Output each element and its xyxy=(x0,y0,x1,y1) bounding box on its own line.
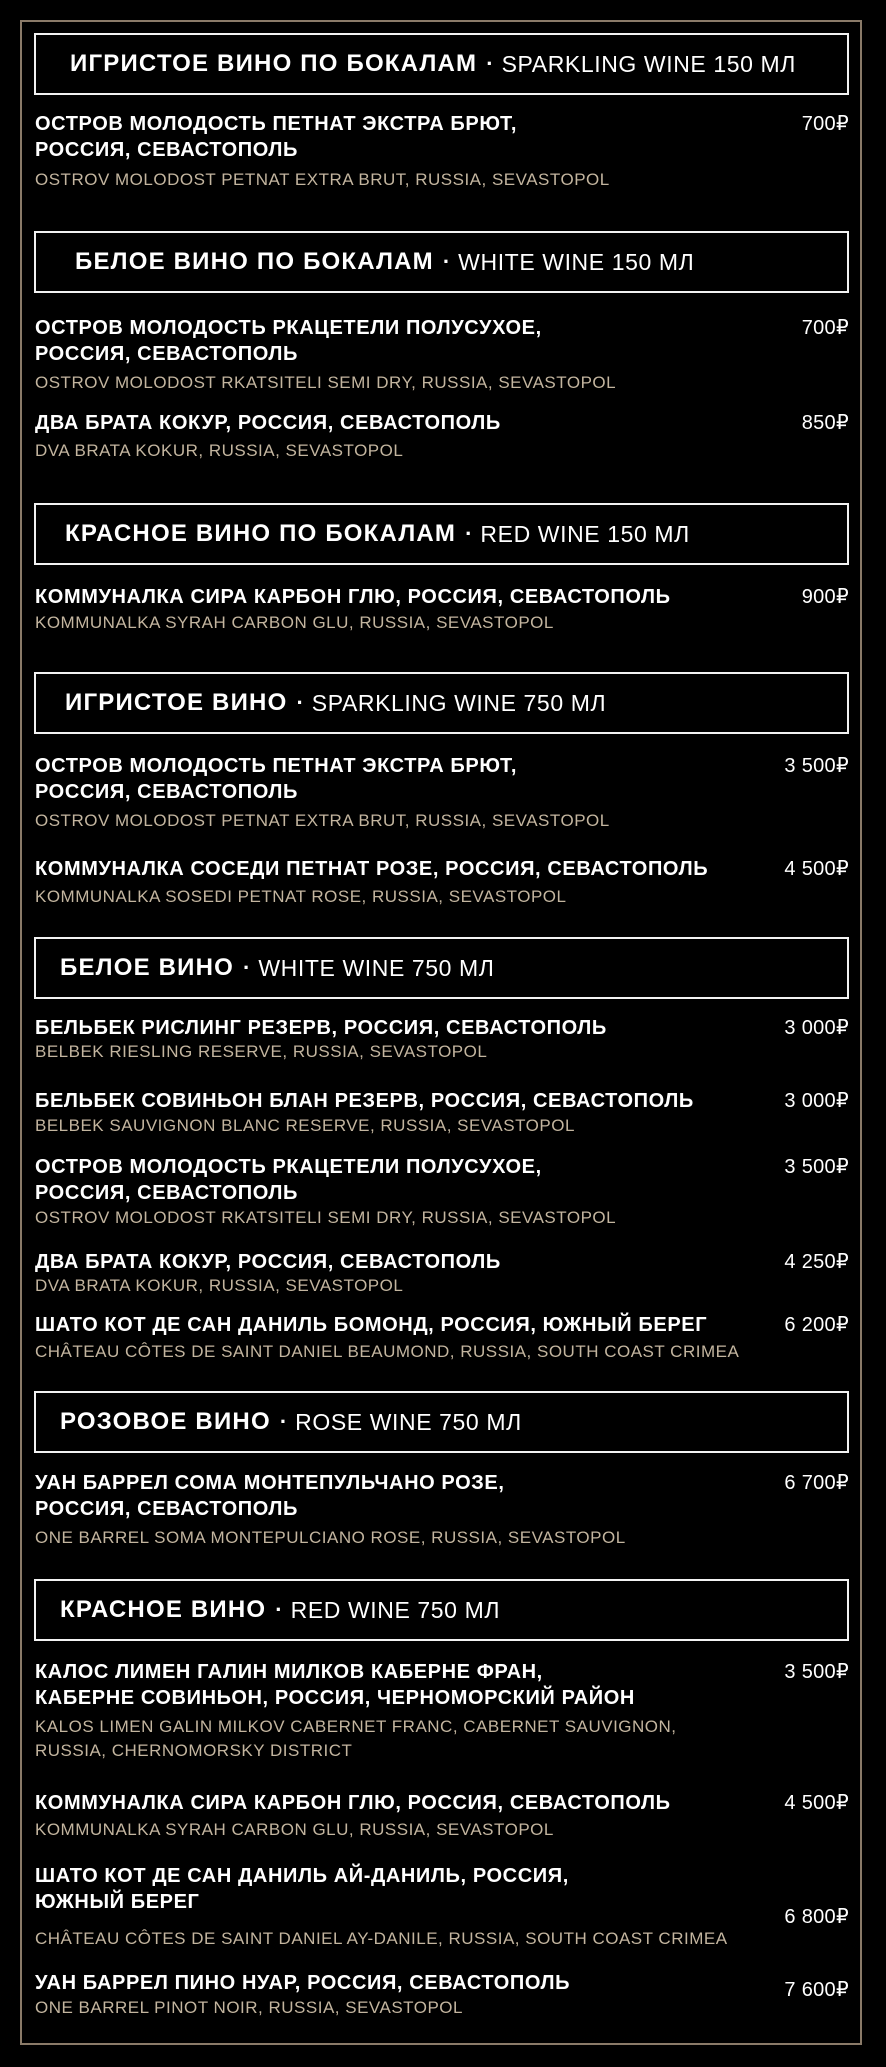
item-price: 3 500₽ xyxy=(784,755,849,777)
item-price: 4 250₽ xyxy=(784,1251,849,1273)
section-title-ru: КРАСНОЕ ВИНО xyxy=(60,1596,267,1623)
section-header-rose-bottle xyxy=(34,1391,849,1453)
item-subtitle: ONE BARREL PINOT NOIR, RUSSIA, SEVASTOPOL xyxy=(35,1998,463,2017)
section-header-sparkling-glass xyxy=(34,33,849,95)
item-subtitle: KOMMUNALKA SOSEDI PETNAT ROSE, RUSSIA, SEVASTOPOL xyxy=(35,887,567,906)
section-title-ru: ИГРИСТОЕ ВИНО ПО БОКАЛАМ xyxy=(70,50,478,77)
item-price: 3 000₽ xyxy=(784,1017,849,1039)
item-subtitle: OSTROV MOLODOST RKATSITELI SEMI DRY, RUSSIA, SEVASTOPOL xyxy=(35,373,617,392)
item-name-line: ОСТРОВ МОЛОДОСТЬ ПЕТНАТ ЭКСТРА БРЮТ, xyxy=(35,113,518,135)
separator-dot: · xyxy=(486,51,494,76)
item-name-line: БЕЛЬБЕК РИСЛИНГ РЕЗЕРВ, РОССИЯ, СЕВАСТОПОЛЬ xyxy=(35,1017,607,1039)
item-name-line: УАН БАРРЕЛ ПИНО НУАР, РОССИЯ, СЕВАСТОПОЛЬ xyxy=(35,1972,571,1994)
item-subtitle: OSTROV MOLODOST PETNAT EXTRA BRUT, RUSSIA, SEVASTOPOL xyxy=(35,170,610,189)
item-name-line: РОССИЯ, СЕВАСТОПОЛЬ xyxy=(35,781,299,803)
section-title-ru: РОЗОВОЕ ВИНО xyxy=(60,1408,271,1435)
item-price: 6 700₽ xyxy=(784,1472,849,1494)
item-name-line: УАН БАРРЕЛ СОМА МОНТЕПУЛЬЧАНО РОЗЕ, xyxy=(35,1472,505,1494)
item-name-line: ДВА БРАТА КОКУР, РОССИЯ, СЕВАСТОПОЛЬ xyxy=(35,412,501,434)
separator-dot: · xyxy=(275,1597,283,1622)
section-header-sparkling-bottle xyxy=(34,672,849,734)
item-price: 4 500₽ xyxy=(784,858,849,880)
section-title-en: ROSE WINE 750 МЛ xyxy=(295,1408,522,1435)
separator-dot: · xyxy=(442,249,451,274)
section-title-ru: БЕЛОЕ ВИНО ПО БОКАЛАМ xyxy=(75,248,434,275)
item-name-line: ОСТРОВ МОЛОДОСТЬ РКАЦЕТЕЛИ ПОЛУСУХОЕ, xyxy=(35,317,542,339)
item-price: 700₽ xyxy=(801,113,849,135)
item-name-line: КОММУНАЛКА СИРА КАРБОН ГЛЮ, РОССИЯ, СЕВАСТОПОЛЬ xyxy=(35,586,671,608)
item-name-line: РОССИЯ, СЕВАСТОПОЛЬ xyxy=(35,343,299,365)
separator-dot: · xyxy=(296,690,304,715)
separator-dot: · xyxy=(243,955,251,980)
item-price: 900₽ xyxy=(801,586,849,608)
item-name-line: ДВА БРАТА КОКУР, РОССИЯ, СЕВАСТОПОЛЬ xyxy=(35,1251,501,1273)
section-title-ru: БЕЛОЕ ВИНО xyxy=(60,954,235,981)
item-subtitle: DVA BRATA KOKUR, RUSSIA, SEVASTOPOL xyxy=(35,1276,404,1295)
item-subtitle: OSTROV MOLODOST RKATSITELI SEMI DRY, RUSSIA, SEVASTOPOL xyxy=(35,1208,617,1227)
section-title-en: WHITE WINE 750 МЛ xyxy=(258,954,495,981)
section-title-en: RED WINE 150 МЛ xyxy=(480,520,690,547)
item-name-line: ШАТО КОТ ДЕ САН ДАНИЛЬ АЙ-ДАНИЛЬ, РОССИЯ, xyxy=(35,1865,569,1887)
section-header-red-glass xyxy=(34,503,849,565)
item-name-line: КОММУНАЛКА СОСЕДИ ПЕТНАТ РОЗЕ, РОССИЯ, СЕВАСТОПОЛЬ xyxy=(35,858,709,880)
item-name-line: ОСТРОВ МОЛОДОСТЬ ПЕТНАТ ЭКСТРА БРЮТ, xyxy=(35,755,518,777)
item-subtitle: BELBEK RIESLING RESERVE, RUSSIA, SEVASTOPOL xyxy=(35,1042,488,1061)
item-name-line: КОММУНАЛКА СИРА КАРБОН ГЛЮ, РОССИЯ, СЕВАСТОПОЛЬ xyxy=(35,1792,671,1814)
item-price: 4 500₽ xyxy=(784,1792,849,1814)
section-title-en: SPARKLING WINE 150 МЛ xyxy=(501,50,796,77)
item-name-line: РОССИЯ, СЕВАСТОПОЛЬ xyxy=(35,1498,299,1520)
item-subtitle: KOMMUNALKA SYRAH CARBON GLU, RUSSIA, SEVASTOPOL xyxy=(35,1820,554,1839)
item-name-line: ШАТО КОТ ДЕ САН ДАНИЛЬ БОМОНД, РОССИЯ, ЮЖНЫЙ БЕРЕГ xyxy=(35,1314,708,1336)
section-title-en: RED WINE 750 МЛ xyxy=(290,1596,501,1623)
item-name-line: КАЛОС ЛИМЕН ГАЛИН МИЛКОВ КАБЕРНЕ ФРАН, xyxy=(35,1661,543,1683)
section-title-ru: КРАСНОЕ ВИНО ПО БОКАЛАМ xyxy=(65,520,457,547)
item-subtitle: RUSSIA, CHERNOMORSKY DISTRICT xyxy=(35,1741,353,1760)
item-subtitle: ONE BARREL SOMA MONTEPULCIANO ROSE, RUSSIA, SEVASTOPOL xyxy=(35,1528,626,1547)
item-subtitle: CHÂTEAU CÔTES DE SAINT DANIEL BEAUMOND, RUSSIA, SOUTH COAST CRIMEA xyxy=(35,1342,740,1361)
item-price: 3 500₽ xyxy=(784,1156,849,1178)
section-title-ru: ИГРИСТОЕ ВИНО xyxy=(65,689,288,716)
section-title-en: WHITE WINE 150 МЛ xyxy=(458,248,695,275)
item-subtitle: BELBEK SAUVIGNON BLANC RESERVE, RUSSIA, SEVASTOPOL xyxy=(35,1116,575,1135)
item-subtitle: OSTROV MOLODOST PETNAT EXTRA BRUT, RUSSIA, SEVASTOPOL xyxy=(35,811,610,830)
item-name-line: КАБЕРНЕ СОВИНЬОН, РОССИЯ, ЧЕРНОМОРСКИЙ РАЙОН xyxy=(35,1687,635,1709)
item-name-line: БЕЛЬБЕК СОВИНЬОН БЛАН РЕЗЕРВ, РОССИЯ, СЕВАСТОПОЛЬ xyxy=(35,1090,694,1112)
separator-dot: · xyxy=(465,521,473,546)
item-name-line: ОСТРОВ МОЛОДОСТЬ РКАЦЕТЕЛИ ПОЛУСУХОЕ, xyxy=(35,1156,542,1178)
item-price: 6 800₽ xyxy=(784,1906,849,1928)
item-subtitle: KOMMUNALKA SYRAH CARBON GLU, RUSSIA, SEVASTOPOL xyxy=(35,613,554,632)
section-header-white-glass xyxy=(34,231,849,293)
item-name-line: ЮЖНЫЙ БЕРЕГ xyxy=(35,1891,200,1913)
section-header-red-bottle xyxy=(34,1579,849,1641)
item-name-line: РОССИЯ, СЕВАСТОПОЛЬ xyxy=(35,139,299,161)
item-price: 6 200₽ xyxy=(784,1314,849,1336)
item-subtitle: CHÂTEAU CÔTES DE SAINT DANIEL AY-DANILE, RUSSIA, SOUTH COAST CRIMEA xyxy=(35,1929,728,1948)
item-subtitle: KALOS LIMEN GALIN MILKOV CABERNET FRANC, CABERNET SAUVIGNON, xyxy=(35,1717,677,1736)
section-header-white-bottle xyxy=(34,937,849,999)
item-price: 3 000₽ xyxy=(784,1090,849,1112)
item-price: 3 500₽ xyxy=(784,1661,849,1683)
item-price: 850₽ xyxy=(801,412,849,434)
item-name-line: РОССИЯ, СЕВАСТОПОЛЬ xyxy=(35,1182,299,1204)
item-price: 700₽ xyxy=(801,317,849,339)
item-subtitle: DVA BRATA KOKUR, RUSSIA, SEVASTOPOL xyxy=(35,441,404,460)
separator-dot: · xyxy=(279,1409,288,1434)
section-title-en: SPARKLING WINE 750 МЛ xyxy=(311,689,607,716)
item-price: 7 600₽ xyxy=(784,1979,849,2001)
